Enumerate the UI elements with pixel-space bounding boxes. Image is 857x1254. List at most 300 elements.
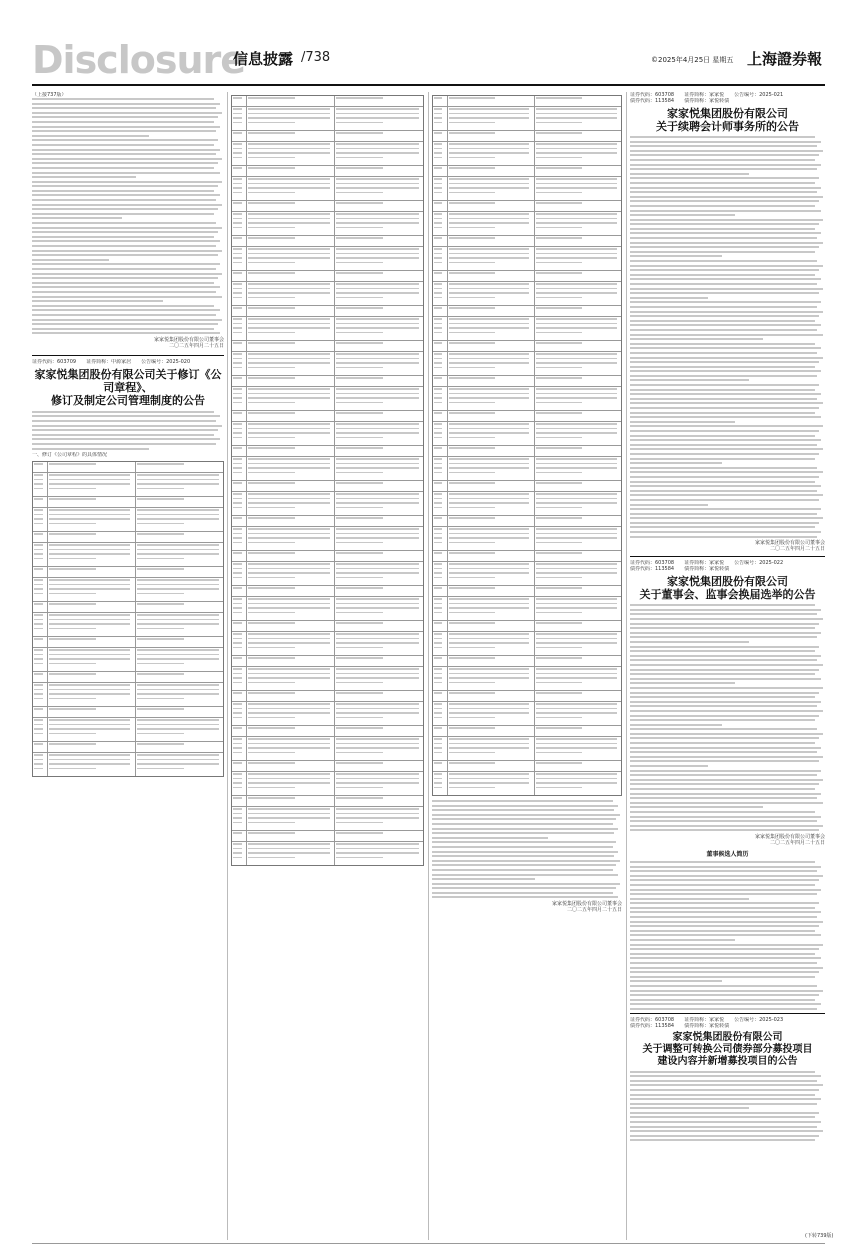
text-line <box>248 108 329 110</box>
text-line <box>248 353 329 355</box>
text-line <box>630 884 815 886</box>
table-cell <box>335 376 423 386</box>
text-line <box>536 633 617 635</box>
text-line <box>137 463 184 465</box>
text-line <box>248 778 329 780</box>
text-line <box>449 178 529 180</box>
text-line <box>32 250 222 252</box>
text-line <box>630 228 815 230</box>
table-row <box>433 387 621 411</box>
text-line <box>233 122 242 124</box>
text-line <box>233 603 242 605</box>
text-line <box>248 782 329 784</box>
table-row <box>232 411 423 422</box>
text-line <box>248 288 329 290</box>
table-row <box>232 236 423 247</box>
text-line <box>536 297 582 299</box>
text-line <box>536 318 617 320</box>
text-line <box>34 533 43 535</box>
text-line <box>248 292 329 294</box>
table-cell <box>33 718 48 741</box>
table-cell <box>48 718 135 741</box>
table-cell <box>136 613 223 636</box>
table-cell <box>335 107 423 130</box>
title-line: 家家悦集团股份有限公司 <box>672 1031 783 1043</box>
text-line <box>536 472 582 474</box>
text-line <box>233 533 242 535</box>
text-line <box>449 97 495 99</box>
text-line <box>434 237 442 239</box>
table-row <box>433 737 621 761</box>
text-line <box>233 843 242 845</box>
text-line <box>49 743 95 745</box>
table-cell <box>335 422 423 445</box>
text-line <box>630 1139 815 1141</box>
table-cell <box>232 772 247 795</box>
table-row <box>232 807 423 831</box>
text-line <box>536 432 617 434</box>
text-line <box>434 192 442 194</box>
text-line <box>536 568 617 570</box>
text-line <box>449 397 529 399</box>
text-line <box>536 727 582 729</box>
text-line <box>137 558 184 560</box>
text-line <box>248 253 329 255</box>
page-header <box>32 38 825 84</box>
text-line <box>233 612 242 614</box>
text-line <box>536 762 582 764</box>
table-cell <box>48 672 135 682</box>
text-line <box>248 113 329 115</box>
table-cell <box>448 376 534 386</box>
text-line <box>336 673 418 675</box>
table-row <box>33 567 223 578</box>
text-line <box>233 132 242 134</box>
text-line <box>34 579 43 581</box>
table-cell <box>433 562 448 585</box>
table-cell <box>535 761 621 771</box>
text-line <box>32 162 218 164</box>
announcement-title <box>630 575 825 601</box>
text-line <box>434 598 442 600</box>
text-line <box>336 752 383 754</box>
table-row <box>33 742 223 753</box>
table-cell <box>433 516 448 526</box>
text-line <box>233 498 242 500</box>
text-line <box>34 684 43 686</box>
text-line <box>449 288 529 290</box>
table-cell <box>335 446 423 456</box>
text-line <box>630 925 819 927</box>
table-cell <box>247 282 335 305</box>
table-cell <box>448 737 534 760</box>
newspaper-name: 上海證券報 <box>747 50 823 68</box>
text-line <box>137 523 184 525</box>
table-cell <box>433 726 448 736</box>
text-line <box>630 159 815 161</box>
column-2 <box>231 92 424 869</box>
text-line <box>34 759 43 761</box>
text-line <box>449 458 529 460</box>
text-line <box>536 507 582 509</box>
text-line <box>248 202 295 204</box>
table-cell <box>232 656 247 666</box>
table-cell <box>232 411 247 421</box>
text-line <box>434 467 442 469</box>
table-cell <box>335 457 423 480</box>
table-cell <box>136 543 223 566</box>
text-line <box>32 245 216 247</box>
text-line <box>449 577 495 579</box>
table-cell <box>535 271 621 281</box>
text-line <box>449 253 529 255</box>
text-line <box>32 425 222 427</box>
text-line <box>536 493 617 495</box>
text-line <box>536 148 617 150</box>
text-line <box>248 572 329 574</box>
text-line <box>434 307 442 309</box>
table-cell <box>232 597 247 620</box>
table-cell <box>247 481 335 491</box>
table-cell <box>448 201 534 211</box>
text-line <box>630 205 815 207</box>
text-line <box>434 222 442 224</box>
text-line <box>434 717 442 719</box>
text-line <box>248 692 295 694</box>
text-line <box>233 703 242 705</box>
text-line <box>49 549 130 551</box>
table-row <box>33 707 223 718</box>
table-cell <box>247 422 335 445</box>
text-line <box>630 999 815 1001</box>
text-line <box>336 642 418 644</box>
table-cell <box>433 166 448 176</box>
table-cell <box>247 807 335 830</box>
table-cell <box>136 683 223 706</box>
text-line <box>432 869 613 871</box>
table-row <box>433 621 621 632</box>
text-line <box>449 502 529 504</box>
signature-date: 二〇二五年四月二十五日 <box>769 546 825 553</box>
text-line <box>536 122 582 124</box>
text-line <box>630 659 817 661</box>
text-line <box>449 622 495 624</box>
table-cell <box>247 177 335 200</box>
text-line <box>233 248 242 250</box>
text-line <box>536 423 617 425</box>
text-line <box>248 537 329 539</box>
text-line <box>49 733 95 735</box>
text-line <box>432 837 548 839</box>
table-row <box>232 306 423 317</box>
text-line <box>434 367 442 369</box>
table-cell <box>33 567 48 577</box>
table-cell <box>448 317 534 340</box>
text-line <box>248 183 329 185</box>
text-line <box>137 568 184 570</box>
text-line <box>434 668 442 670</box>
text-line <box>449 647 495 649</box>
text-line <box>248 318 329 320</box>
text-line <box>434 297 442 299</box>
table-cell <box>535 131 621 141</box>
text-line <box>630 145 817 147</box>
text-line <box>336 832 383 834</box>
text-line <box>434 183 442 185</box>
divider <box>630 1013 825 1014</box>
text-line <box>434 738 442 740</box>
text-line <box>630 435 815 437</box>
table-cell <box>448 772 534 795</box>
text-line <box>536 563 617 565</box>
text-line <box>137 479 219 481</box>
text-line <box>536 458 617 460</box>
text-line <box>630 944 823 946</box>
text-line <box>34 544 43 546</box>
text-line <box>536 673 617 675</box>
table-cell <box>232 807 247 830</box>
text-line <box>434 507 442 509</box>
text-line <box>248 813 329 815</box>
text-line <box>233 638 242 640</box>
table-cell <box>433 586 448 596</box>
table-cell <box>247 632 335 655</box>
text-line <box>336 612 383 614</box>
text-line <box>32 135 149 137</box>
table-cell <box>433 481 448 491</box>
table-cell <box>335 212 423 235</box>
text-line <box>248 528 329 530</box>
text-line <box>630 168 817 170</box>
text-line <box>449 227 495 229</box>
table-cell <box>232 446 247 456</box>
text-line <box>336 857 383 859</box>
table-cell <box>433 446 448 456</box>
text-line <box>630 347 821 349</box>
table-cell <box>433 177 448 200</box>
text-line <box>630 255 722 257</box>
text-line <box>32 254 218 256</box>
table-row <box>232 387 423 411</box>
text-line <box>32 314 216 316</box>
text-line <box>434 673 442 675</box>
table-cell <box>535 107 621 130</box>
text-line <box>449 377 495 379</box>
text-line <box>434 143 442 145</box>
text-line <box>49 638 95 640</box>
table-cell <box>247 131 335 141</box>
text-line <box>336 782 418 784</box>
text-line <box>449 292 529 294</box>
text-line <box>233 813 242 815</box>
table-cell <box>448 597 534 620</box>
table-cell <box>247 586 335 596</box>
text-line <box>137 614 219 616</box>
text-line <box>449 773 529 775</box>
table-cell <box>433 212 448 235</box>
text-line <box>32 434 214 436</box>
text-line <box>449 603 529 605</box>
text-line <box>434 502 442 504</box>
text-line <box>248 708 329 710</box>
text-line <box>630 719 815 721</box>
text-line <box>630 1008 817 1010</box>
table-cell <box>448 306 534 316</box>
text-line <box>233 673 242 675</box>
table-cell <box>247 387 335 410</box>
column-divider <box>227 92 228 1240</box>
table-cell <box>232 621 247 631</box>
text-line <box>434 782 442 784</box>
text-line <box>233 447 242 449</box>
text-line <box>336 388 418 390</box>
table-cell <box>232 726 247 736</box>
text-line <box>336 607 418 609</box>
text-line <box>630 357 823 359</box>
text-line <box>137 488 184 490</box>
table-cell <box>247 551 335 561</box>
text-line <box>248 213 329 215</box>
table-row <box>433 562 621 586</box>
text-line <box>233 283 242 285</box>
text-line <box>248 797 295 799</box>
text-line <box>248 377 295 379</box>
text-line <box>336 498 418 500</box>
table-cell <box>535 737 621 760</box>
text-line <box>630 315 819 317</box>
text-line <box>336 517 383 519</box>
text-line <box>32 323 218 325</box>
text-line <box>432 809 614 811</box>
text-line <box>434 253 442 255</box>
table-cell <box>448 551 534 561</box>
table-cell <box>335 131 423 141</box>
table-cell <box>136 602 223 612</box>
text-line <box>248 362 329 364</box>
table-cell <box>448 621 534 631</box>
text-line <box>434 288 442 290</box>
table-cell <box>232 831 247 841</box>
text-line <box>449 568 529 570</box>
text-line <box>336 633 418 635</box>
text-line <box>434 152 442 154</box>
table-cell <box>535 632 621 655</box>
text-line <box>630 232 821 234</box>
text-line <box>233 342 242 344</box>
text-line <box>233 377 242 379</box>
announcement-title <box>630 107 825 133</box>
text-line <box>248 603 329 605</box>
text-line <box>432 864 616 866</box>
text-line <box>536 682 582 684</box>
table-cell <box>535 656 621 666</box>
table-row <box>232 551 423 562</box>
table-cell <box>247 341 335 351</box>
text-line <box>336 178 418 180</box>
text-line <box>248 152 329 154</box>
text-line <box>248 332 295 334</box>
table-row <box>33 648 223 672</box>
text-line <box>34 588 43 590</box>
text-line <box>630 962 817 964</box>
text-line <box>630 636 817 638</box>
text-line <box>49 619 130 621</box>
text-line <box>336 423 418 425</box>
text-line <box>630 278 821 280</box>
text-line <box>248 412 295 414</box>
table-cell <box>433 96 448 106</box>
table-row <box>232 667 423 691</box>
text-line <box>434 587 442 589</box>
table-cell <box>335 236 423 246</box>
table-cell <box>232 667 247 690</box>
text-line <box>432 805 618 807</box>
text-line <box>32 130 216 132</box>
text-line <box>336 472 383 474</box>
text-line <box>434 412 442 414</box>
table-cell <box>433 341 448 351</box>
text-line <box>630 306 817 308</box>
text-line <box>434 633 442 635</box>
text-line <box>434 292 442 294</box>
text-line <box>449 607 529 609</box>
text-line <box>630 980 722 982</box>
text-line <box>434 272 442 274</box>
text-line <box>449 192 495 194</box>
table-cell <box>535 212 621 235</box>
text-line <box>49 523 95 525</box>
table-row <box>433 341 621 352</box>
text-line <box>630 1075 821 1077</box>
table-cell <box>335 177 423 200</box>
text-line <box>248 533 329 535</box>
text-line <box>449 703 529 705</box>
table-cell <box>335 597 423 620</box>
text-line <box>630 191 817 193</box>
table-cell <box>448 726 534 736</box>
text-line <box>630 870 817 872</box>
text-line <box>32 181 222 183</box>
text-line <box>434 332 442 334</box>
text-line <box>630 366 815 368</box>
table-cell <box>232 107 247 130</box>
text-line <box>536 213 617 215</box>
text-line <box>248 607 329 609</box>
text-line <box>233 598 242 600</box>
text-line <box>248 622 295 624</box>
text-line <box>536 327 617 329</box>
text-line <box>336 152 418 154</box>
resume-heading: 董事候选人简历 <box>706 850 749 858</box>
text-line <box>536 253 617 255</box>
text-line <box>432 892 613 894</box>
text-line <box>32 167 214 169</box>
text-line <box>336 148 418 150</box>
text-line <box>449 117 529 119</box>
text-line <box>630 210 821 212</box>
divider <box>32 355 224 356</box>
text-line <box>630 301 821 303</box>
text-line <box>137 509 219 511</box>
text-line <box>248 178 329 180</box>
text-line <box>137 728 219 730</box>
text-line <box>449 167 495 169</box>
table-cell <box>232 142 247 165</box>
table-row <box>433 457 621 481</box>
title-line: 家家悦集团股份有限公司关于修订《公司章程》、 <box>34 367 222 394</box>
text-line <box>336 507 383 509</box>
text-line <box>34 763 43 765</box>
